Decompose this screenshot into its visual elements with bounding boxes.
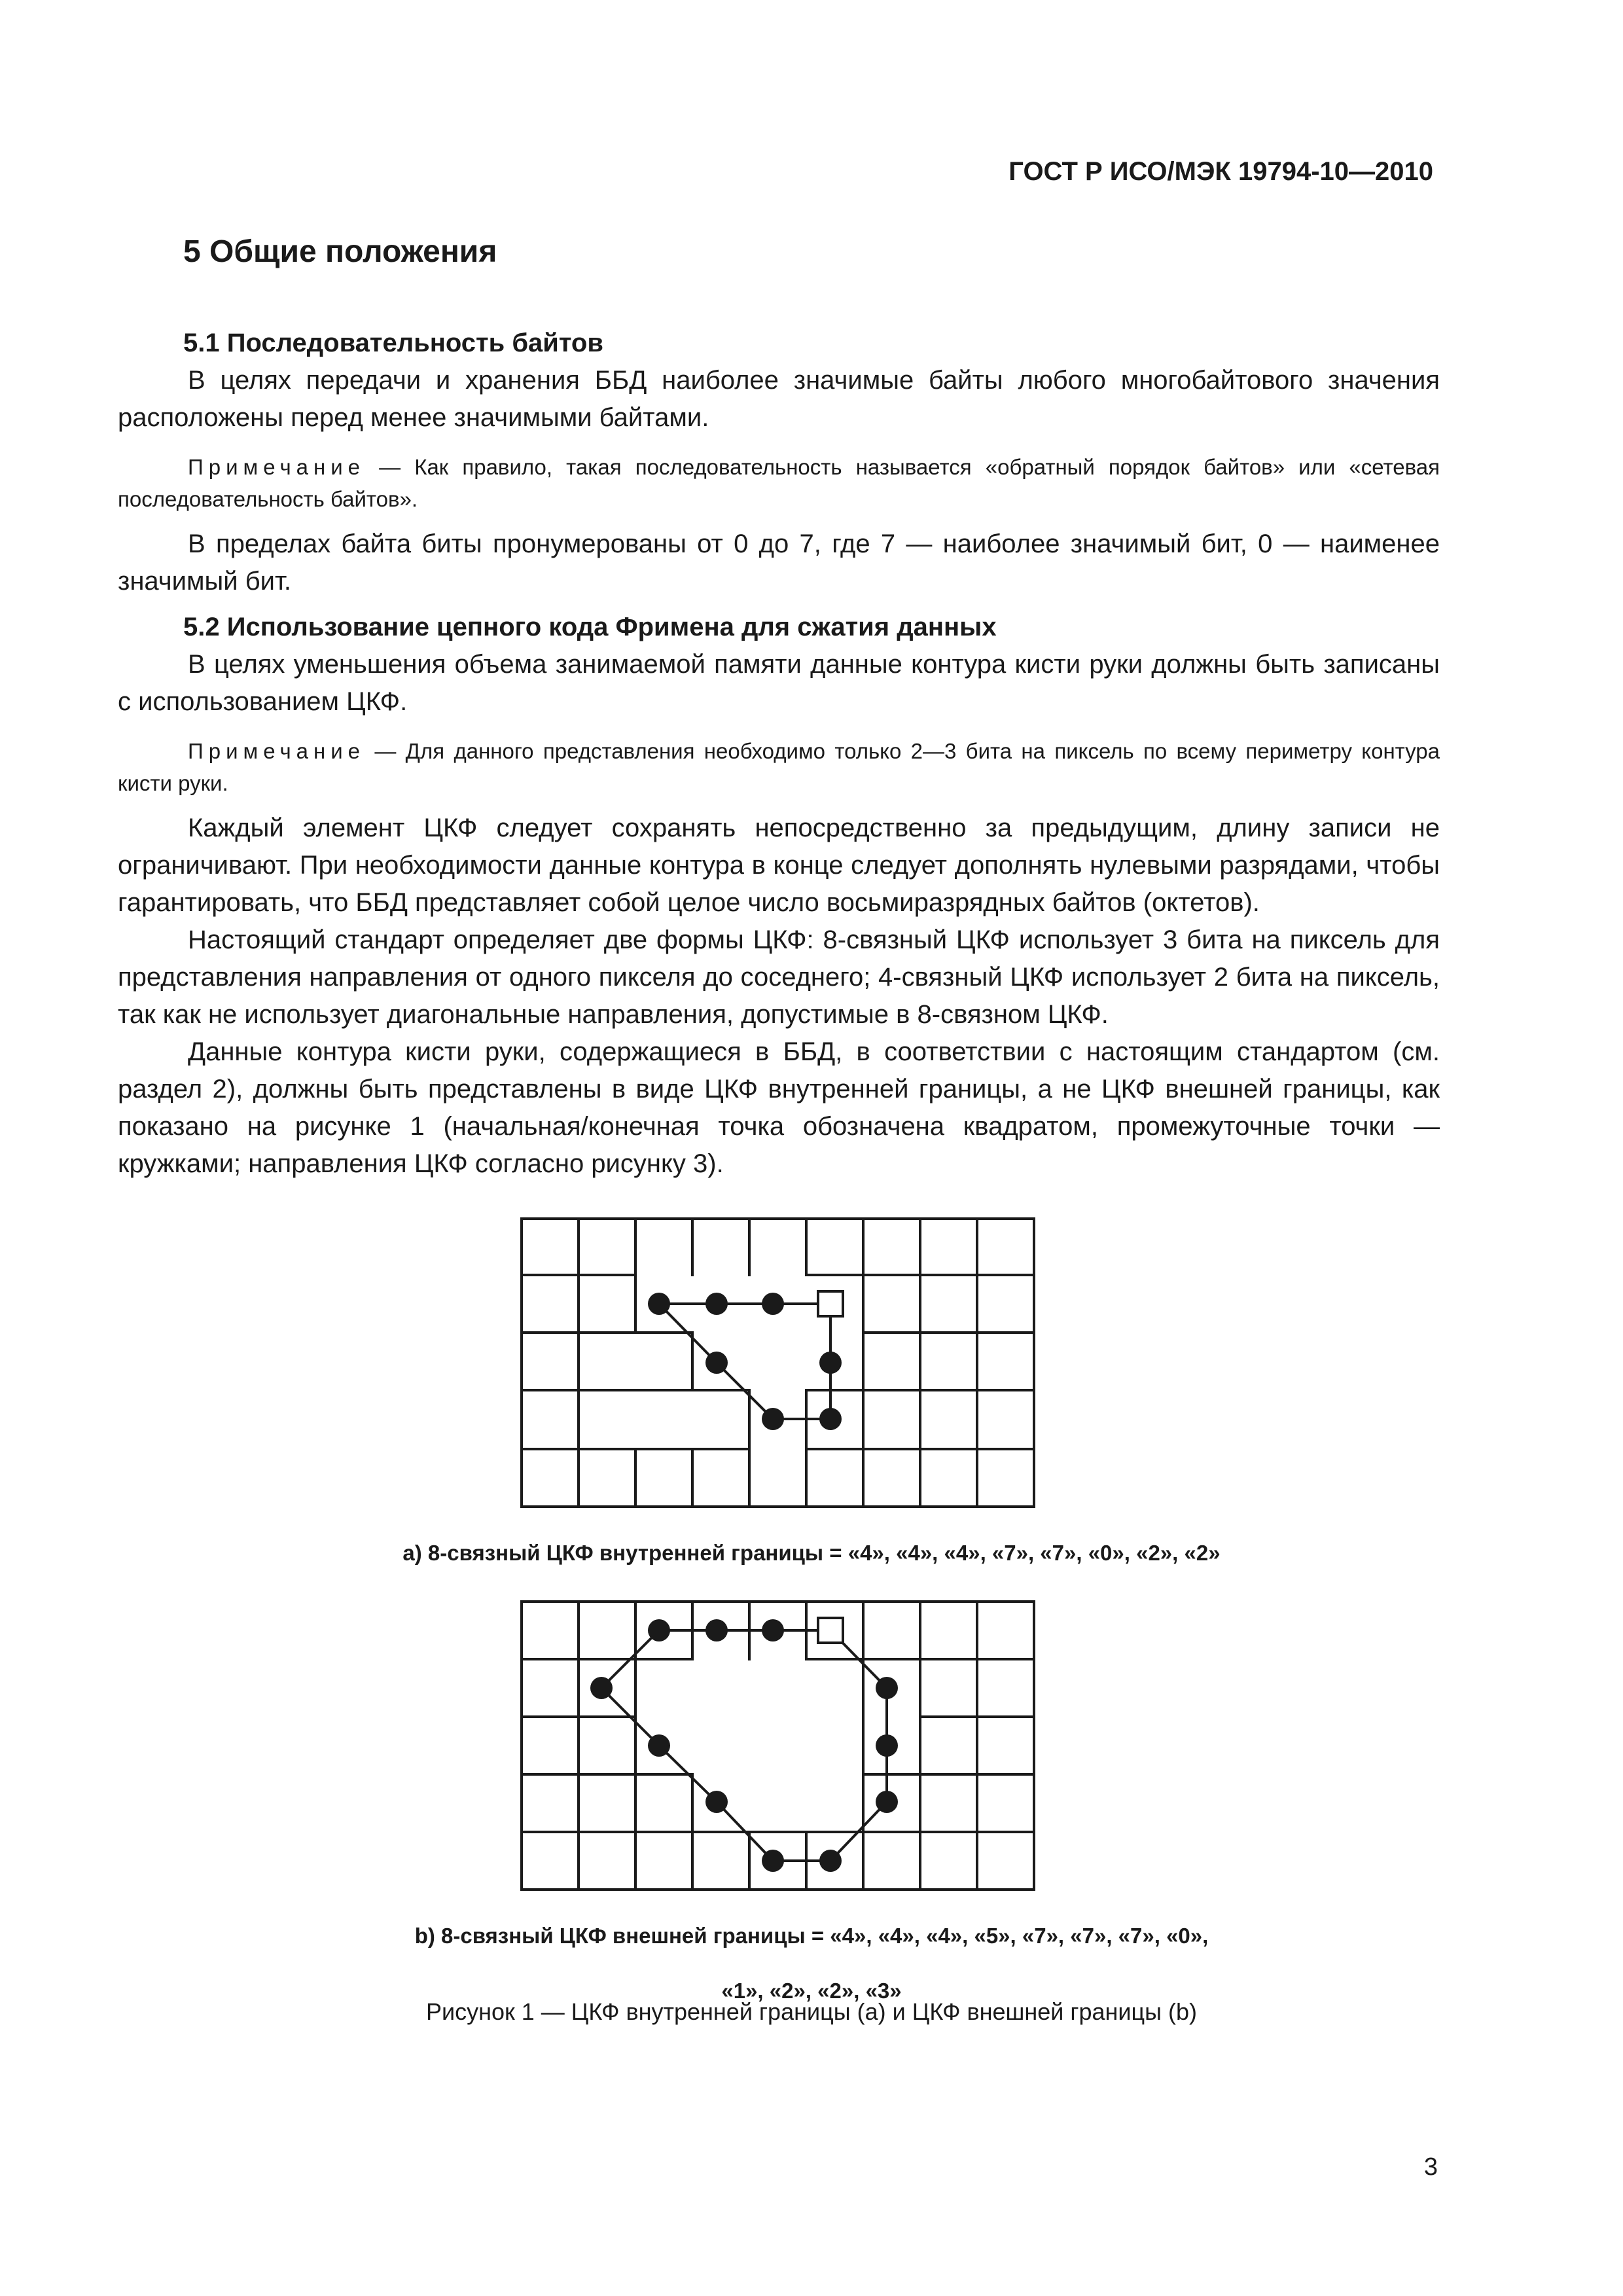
paragraph: Каждый элемент ЦКФ следует сохранять непосредственно за предыдущим, длину записи не ограничивают. При необходимости данные контура в конце следует дополнять нулевыми разрядами, чтобы гарантировать, что ББД представляет собой целое число восьмиразрядных байтов (октетов). [118, 814, 1440, 917]
figure-b-caption-line2: «1», «2», «2», «3» [721, 1979, 902, 2003]
paragraph: Данные контура кисти руки, содержащиеся в ББД, в соответствии с настоящим стандартом (см. раздел 2), должны быть представлены в виде ЦКФ внутренней границы, а не ЦКФ внешней границы, как показано на рисунке 1 (начальная/конечная точка обозначена квадратом, промежуточные точки — кружками; направления ЦКФ согласно рисунку 3). [118, 1037, 1440, 1178]
note [118, 735, 1440, 799]
figure-a-caption: a) 8-связный ЦКФ внутренней границы = «4», «4», «4», «7», «7», «0», «2», «2» [402, 1541, 1221, 1565]
figure-a-diagram [520, 1217, 1037, 1512]
page-number: 3 [1423, 2153, 1438, 2181]
document-id: ГОСТ Р ИСО/МЭК 19794-10—2010 [1008, 157, 1433, 186]
paragraph: В целях передачи и хранения ББД наиболее значимые байты любого многобайтового значения расположены перед менее значимыми байтами. [118, 366, 1440, 432]
note-label: Примечание [188, 739, 366, 763]
figure-b-caption-line1: b) 8-связный ЦКФ внешней границы = «4», «4», «4», «5», «7», «7», «7», «0», [414, 1924, 1209, 1948]
subsection-5-2-title: 5.2 Использование цепного кода Фримена для сжатия данных [183, 613, 997, 641]
note-text: — Как правило, такая последовательность называется «обратный порядок байтов» или «сетевая последовательность байтов». [118, 455, 1440, 511]
figure-b-diagram [520, 1600, 1037, 1895]
figure-title: Рисунок 1 — ЦКФ внутренней границы (а) и ЦКФ внешней границы (b) [425, 1998, 1198, 2025]
paragraph: Настоящий стандарт определяет две формы ЦКФ: 8-связный ЦКФ использует 3 бита на пиксель для представления направления от одного пикселя до соседнего; 4-связный ЦКФ использует 2 бита на пиксель, так как не использует диагональные направления, допустимые в 8-связном ЦКФ. [118, 925, 1440, 1029]
paragraph: В пределах байта биты пронумерованы от 0 до 7, где 7 — наиболее значимый бит, 0 — наименее значимый бит. [118, 529, 1440, 596]
section-title: 5 Общие положения [183, 234, 497, 269]
paragraph: В целях уменьшения объема занимаемой памяти данные контура кисти руки должны быть записаны с использованием ЦКФ. [118, 650, 1440, 716]
figure-a [0, 1217, 1623, 1567]
note [118, 451, 1440, 515]
subsection-5-1-title: 5.1 Последовательность байтов [183, 329, 603, 357]
figure-b [0, 1600, 1623, 2005]
note-text: — Для данного представления необходимо только 2—3 бита на пиксель по всему периметру контура кисти руки. [118, 739, 1440, 795]
page-content [118, 226, 1440, 1183]
note-label: Примечание [188, 455, 366, 479]
